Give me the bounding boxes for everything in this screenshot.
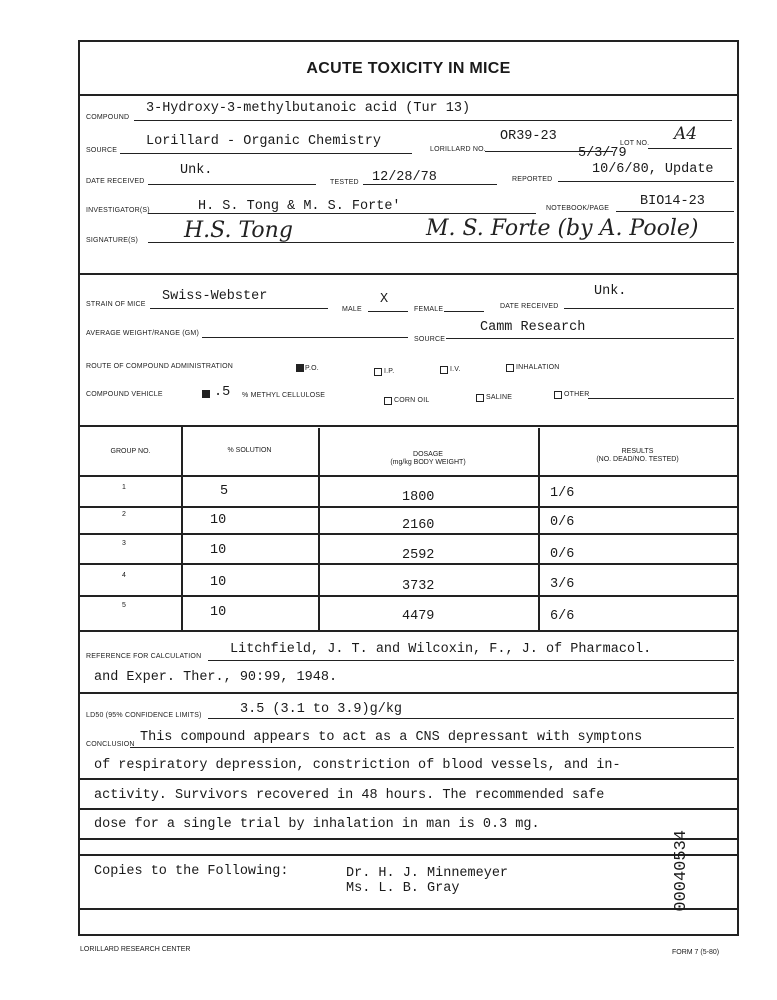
table-row-results: 0/6 xyxy=(550,547,575,562)
footer-right: FORM 7 (5-80) xyxy=(672,949,720,956)
notebook-value: BIO14-23 xyxy=(640,194,705,209)
male-line xyxy=(368,311,408,312)
compound-value: 3-Hydroxy-3-methylbutanoic acid (Tur 13) xyxy=(146,101,471,116)
table-row-border xyxy=(80,533,737,535)
ld50-label: LD50 (95% CONFIDENCE LIMITS) xyxy=(86,712,202,719)
vehicle-other-checkbox[interactable] xyxy=(554,391,562,399)
female-line xyxy=(444,311,484,312)
route-label: ROUTE OF COMPOUND ADMINISTRATION xyxy=(86,363,234,370)
conclusion-label: CONCLUSION xyxy=(86,741,135,748)
vehicle-saline-label: SALINE xyxy=(486,394,513,401)
table-row-dosage: 3732 xyxy=(402,579,435,594)
table-row-border xyxy=(80,563,737,565)
divider xyxy=(80,838,737,840)
conclusion-line-3: activity. Survivors recovered in 48 hours. The recommended safe xyxy=(94,788,605,803)
investigators-label: INVESTIGATOR(S) xyxy=(86,207,150,214)
vehicle-corn-oil-checkbox[interactable] xyxy=(384,397,392,405)
signature-tong: H.S. Tong xyxy=(184,218,293,243)
table-header-border xyxy=(80,475,737,477)
vehicle-label: COMPOUND VEHICLE xyxy=(86,391,163,398)
table-row-dosage: 4479 xyxy=(402,609,435,624)
form-title: ACUTE TOXICITY IN MICE xyxy=(306,60,511,77)
divider xyxy=(80,778,737,780)
vehicle-methyl-cellulose-value: .5 xyxy=(214,385,231,400)
date-received-line xyxy=(148,184,316,185)
male-label: MALE xyxy=(342,306,362,313)
table-row-dosage: 2160 xyxy=(402,518,435,533)
table-row-group: 1 xyxy=(122,484,126,491)
tested-line xyxy=(363,184,497,185)
notebook-label: NOTEBOOK/PAGE xyxy=(546,205,610,212)
notebook-line xyxy=(616,211,734,212)
female-label: FEMALE xyxy=(414,306,444,313)
route-po-checkbox[interactable] xyxy=(296,364,304,372)
reference-underline xyxy=(208,660,734,661)
date-received-value: Unk. xyxy=(180,163,213,178)
animal-date-received-label: DATE RECEIVED xyxy=(500,303,559,310)
header-group-no: GROUP NO. xyxy=(110,448,151,455)
avg-weight-label: AVERAGE WEIGHT/RANGE (GM) xyxy=(86,330,199,337)
copies-recipient-1: Dr. H. J. Minnemeyer xyxy=(346,866,509,881)
route-ip-label: I.P. xyxy=(384,368,395,375)
header-solution: % SOLUTION xyxy=(227,447,272,454)
table-top-border xyxy=(80,425,737,427)
reported-label: REPORTED xyxy=(512,176,553,183)
conclusion-line-2: of respiratory depression, constriction of blood vessels, and in- xyxy=(94,758,621,773)
divider xyxy=(80,94,737,96)
avg-weight-line xyxy=(202,337,408,338)
document-stamp: 00040534 xyxy=(672,830,691,912)
ld50-line xyxy=(208,718,734,719)
header-results-1: RESULTS xyxy=(621,448,654,455)
table-row-solution: 10 xyxy=(210,575,227,590)
vehicle-other-label: OTHER xyxy=(564,391,590,398)
table-row-group: 3 xyxy=(122,540,126,547)
strain-line xyxy=(150,308,328,309)
conclusion-line-4: dose for a single trial by inhalation in man is 0.3 mg. xyxy=(94,817,540,832)
table-row-group: 5 xyxy=(122,602,126,609)
animal-source-value: Camm Research xyxy=(480,320,586,335)
table-row-results: 0/6 xyxy=(550,515,575,530)
divider xyxy=(80,808,737,810)
strain-label: STRAIN OF MICE xyxy=(86,301,146,308)
signatures-line xyxy=(148,242,734,243)
route-inhalation-label: INHALATION xyxy=(516,364,560,371)
divider xyxy=(80,908,737,910)
animal-date-received-value: Unk. xyxy=(594,284,627,299)
source-value: Lorillard - Organic Chemistry xyxy=(146,134,381,149)
reported-line xyxy=(558,181,734,182)
toxicity-form xyxy=(78,40,739,936)
table-row-results: 6/6 xyxy=(550,609,575,624)
animal-source-label: SOURCE xyxy=(414,336,446,343)
route-ip-checkbox[interactable] xyxy=(374,368,382,376)
copies-recipient-2: Ms. L. B. Gray xyxy=(346,881,460,896)
vehicle-methyl-cellulose-checkbox[interactable] xyxy=(202,390,210,398)
table-row-results: 3/6 xyxy=(550,577,575,592)
signatures-label: SIGNATURE(S) xyxy=(86,237,139,244)
table-bottom-border xyxy=(80,630,737,632)
lot-no-label: LOT NO. xyxy=(620,140,650,147)
header-results-2: (NO. DEAD/NO. TESTED) xyxy=(596,456,679,463)
divider xyxy=(80,692,737,694)
lot-no-line xyxy=(648,148,732,149)
table-row-solution: 10 xyxy=(210,605,227,620)
reference-line-2: and Exper. Ther., 90:99, 1948. xyxy=(94,670,338,685)
signature-forte: M. S. Forte (by A. Poole) xyxy=(426,216,699,241)
route-iv-label: I.V. xyxy=(450,366,461,373)
male-mark: X xyxy=(380,292,389,307)
route-inhalation-checkbox[interactable] xyxy=(506,364,514,372)
table-row-group: 2 xyxy=(122,511,126,518)
reported-value-2: 10/6/80, Update xyxy=(592,162,714,177)
table-row-group: 4 xyxy=(122,572,126,579)
footer-left: LORILLARD RESEARCH CENTER xyxy=(80,946,191,953)
vehicle-saline-checkbox[interactable] xyxy=(476,394,484,402)
route-iv-checkbox[interactable] xyxy=(440,366,448,374)
table-row-results: 1/6 xyxy=(550,486,575,501)
lorillard-no-label: LORILLARD NO. xyxy=(430,146,486,153)
source-label: SOURCE xyxy=(86,147,118,154)
animal-source-line xyxy=(446,338,734,339)
animal-date-received-line xyxy=(564,308,734,309)
date-received-label: DATE RECEIVED xyxy=(86,178,145,185)
lorillard-no-value: OR39-23 xyxy=(500,129,557,144)
conclusion-underline xyxy=(130,747,734,748)
compound-label: COMPOUND xyxy=(86,114,130,121)
header-dosage-1: DOSAGE xyxy=(413,451,443,458)
table-row-dosage: 1800 xyxy=(402,490,435,505)
vehicle-methyl-cellulose-label: % METHYL CELLULOSE xyxy=(242,392,326,399)
lot-no-value: A4 xyxy=(674,124,698,144)
table-col-divider xyxy=(181,425,183,630)
route-po-label: P.O. xyxy=(305,365,319,372)
header-dosage-2: (mg/kg BODY WEIGHT) xyxy=(390,459,466,466)
table-row-border xyxy=(80,595,737,597)
conclusion-line-1: This compound appears to act as a CNS depressant with symptons xyxy=(140,730,643,745)
table-row-solution: 10 xyxy=(210,543,227,558)
reference-label: REFERENCE FOR CALCULATION xyxy=(86,653,202,660)
source-line xyxy=(120,153,412,154)
tested-value: 12/28/78 xyxy=(372,170,437,185)
table-row-solution: 5 xyxy=(220,484,229,499)
copies-label: Copies to the Following: xyxy=(94,864,289,879)
reference-line-1: Litchfield, J. T. and Wilcoxin, F., J. of Pharmacol. xyxy=(230,642,652,657)
compound-line xyxy=(134,120,732,121)
vehicle-corn-oil-label: CORN OIL xyxy=(394,397,430,404)
table-row-border xyxy=(80,506,737,508)
ld50-value: 3.5 (3.1 to 3.9)g/kg xyxy=(240,702,403,717)
investigators-line xyxy=(148,213,536,214)
investigators-value: H. S. Tong & M. S. Forte' xyxy=(198,199,401,214)
divider xyxy=(80,273,737,275)
divider xyxy=(80,854,737,856)
table-row-solution: 10 xyxy=(210,513,227,528)
reported-value-1: 5/3/79 xyxy=(578,146,627,161)
strain-value: Swiss-Webster xyxy=(162,289,268,304)
vehicle-other-line xyxy=(588,398,734,399)
table-row-dosage: 2592 xyxy=(402,548,435,563)
tested-label: TESTED xyxy=(330,179,359,186)
